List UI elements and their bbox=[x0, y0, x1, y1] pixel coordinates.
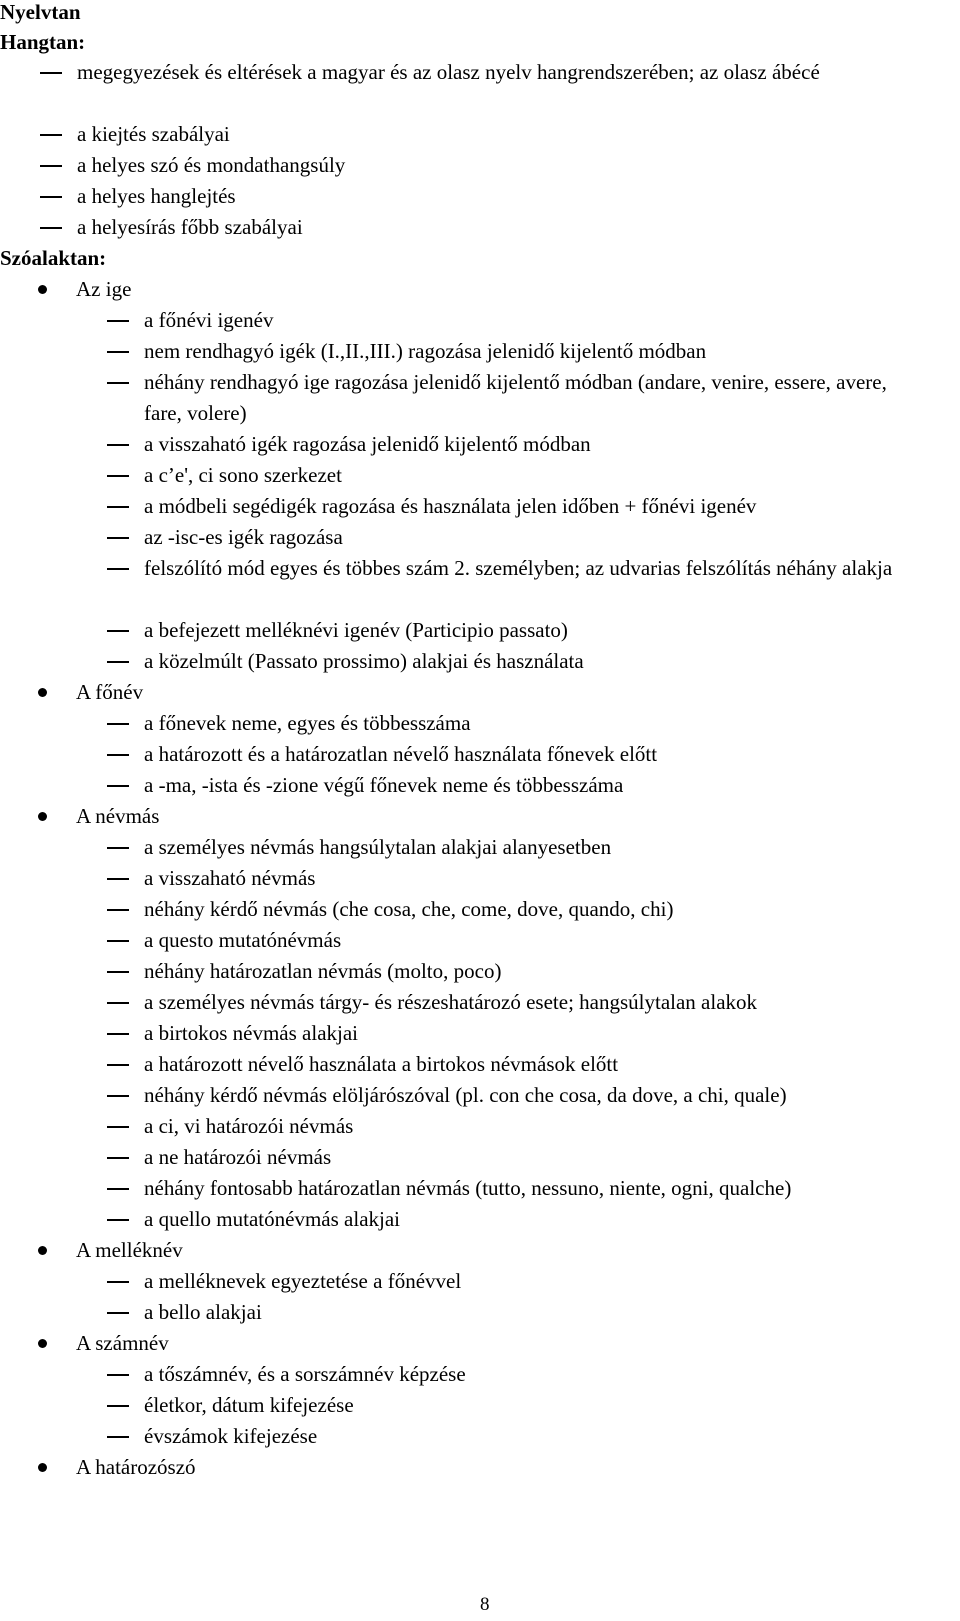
document-page: Nyelvtan Hangtan: megegyezések és eltérések a magyar és az olasz nyelv hangrendszerében; az olasz ábécé a kiejtés szabályai a helyes szó és mondathangsúly a helyes hanglejtés a helyesírás főbb szabályai Szóalaktan: Az ige a főnévi igenév nem rendhagyó igék (I.,II.,III.) ragozása jelenidő kijelentő módban néhány rendhagyó ige ragozása jelenidő kijelentő módban (andare, venire, essere, avere, fare, volere) a visszaható igék ragozása jelenidő kijelentő módban a c’e', ci sono szerkezet a módbeli segédigék ragozása és használata jelen időben + főnévi igenév az -isc-es igék ragozása felszólító mód egyes és többes szám 2. személyben; az udvarias felszólítás néhány alakja a befejezett melléknévi igenév (Participio passato) a közelmúlt (Passato prossimo) alakjai és használata A főnév a főnevek neme, egyes és többesszáma a határozott és a határozatlan névelő használata főnevek előtt a -ma, -ista és -zione végű főnevek neme és többesszáma A névmás a személyes névmás hangsúlytalan alakjai alanyesetben a visszaható névmás néhány kérdő névmás (che cosa, che, come, dove, quando, chi) a questo mutatónévmás néhány határozatlan névmás (molto, poco) a személyes névmás tárgy- és részeshatározó esete; hangsúlytalan alakok a birtokos névmás alakjai a határozott névelő használata a birtokos névmások előtt néhány kérdő névmás elöljárószóval (pl. con che cosa, da dove, a chi, quale) a ci, vi határozói névmás a ne határozói névmás néhány fontosabb határozatlan névmás (tutto, nessuno, niente, ogni, qualche) a quello mutatónévmás alakjai A melléknév a melléknevek egyeztetése a főnévvel a bello alakjai A számnév a tőszámnév, és a sorszámnév képzése életkor, dátum kifejezése évszámok kifejezése A határozószó 8 bbox=[0, 0, 893, 1615]
section-heading-hangtan: Hangtan: bbox=[0, 30, 86, 54]
page-number: 8 bbox=[480, 1594, 490, 1615]
section-heading-szoalaktan: Szóalaktan: bbox=[0, 246, 107, 270]
page-title: Nyelvtan bbox=[0, 0, 81, 24]
